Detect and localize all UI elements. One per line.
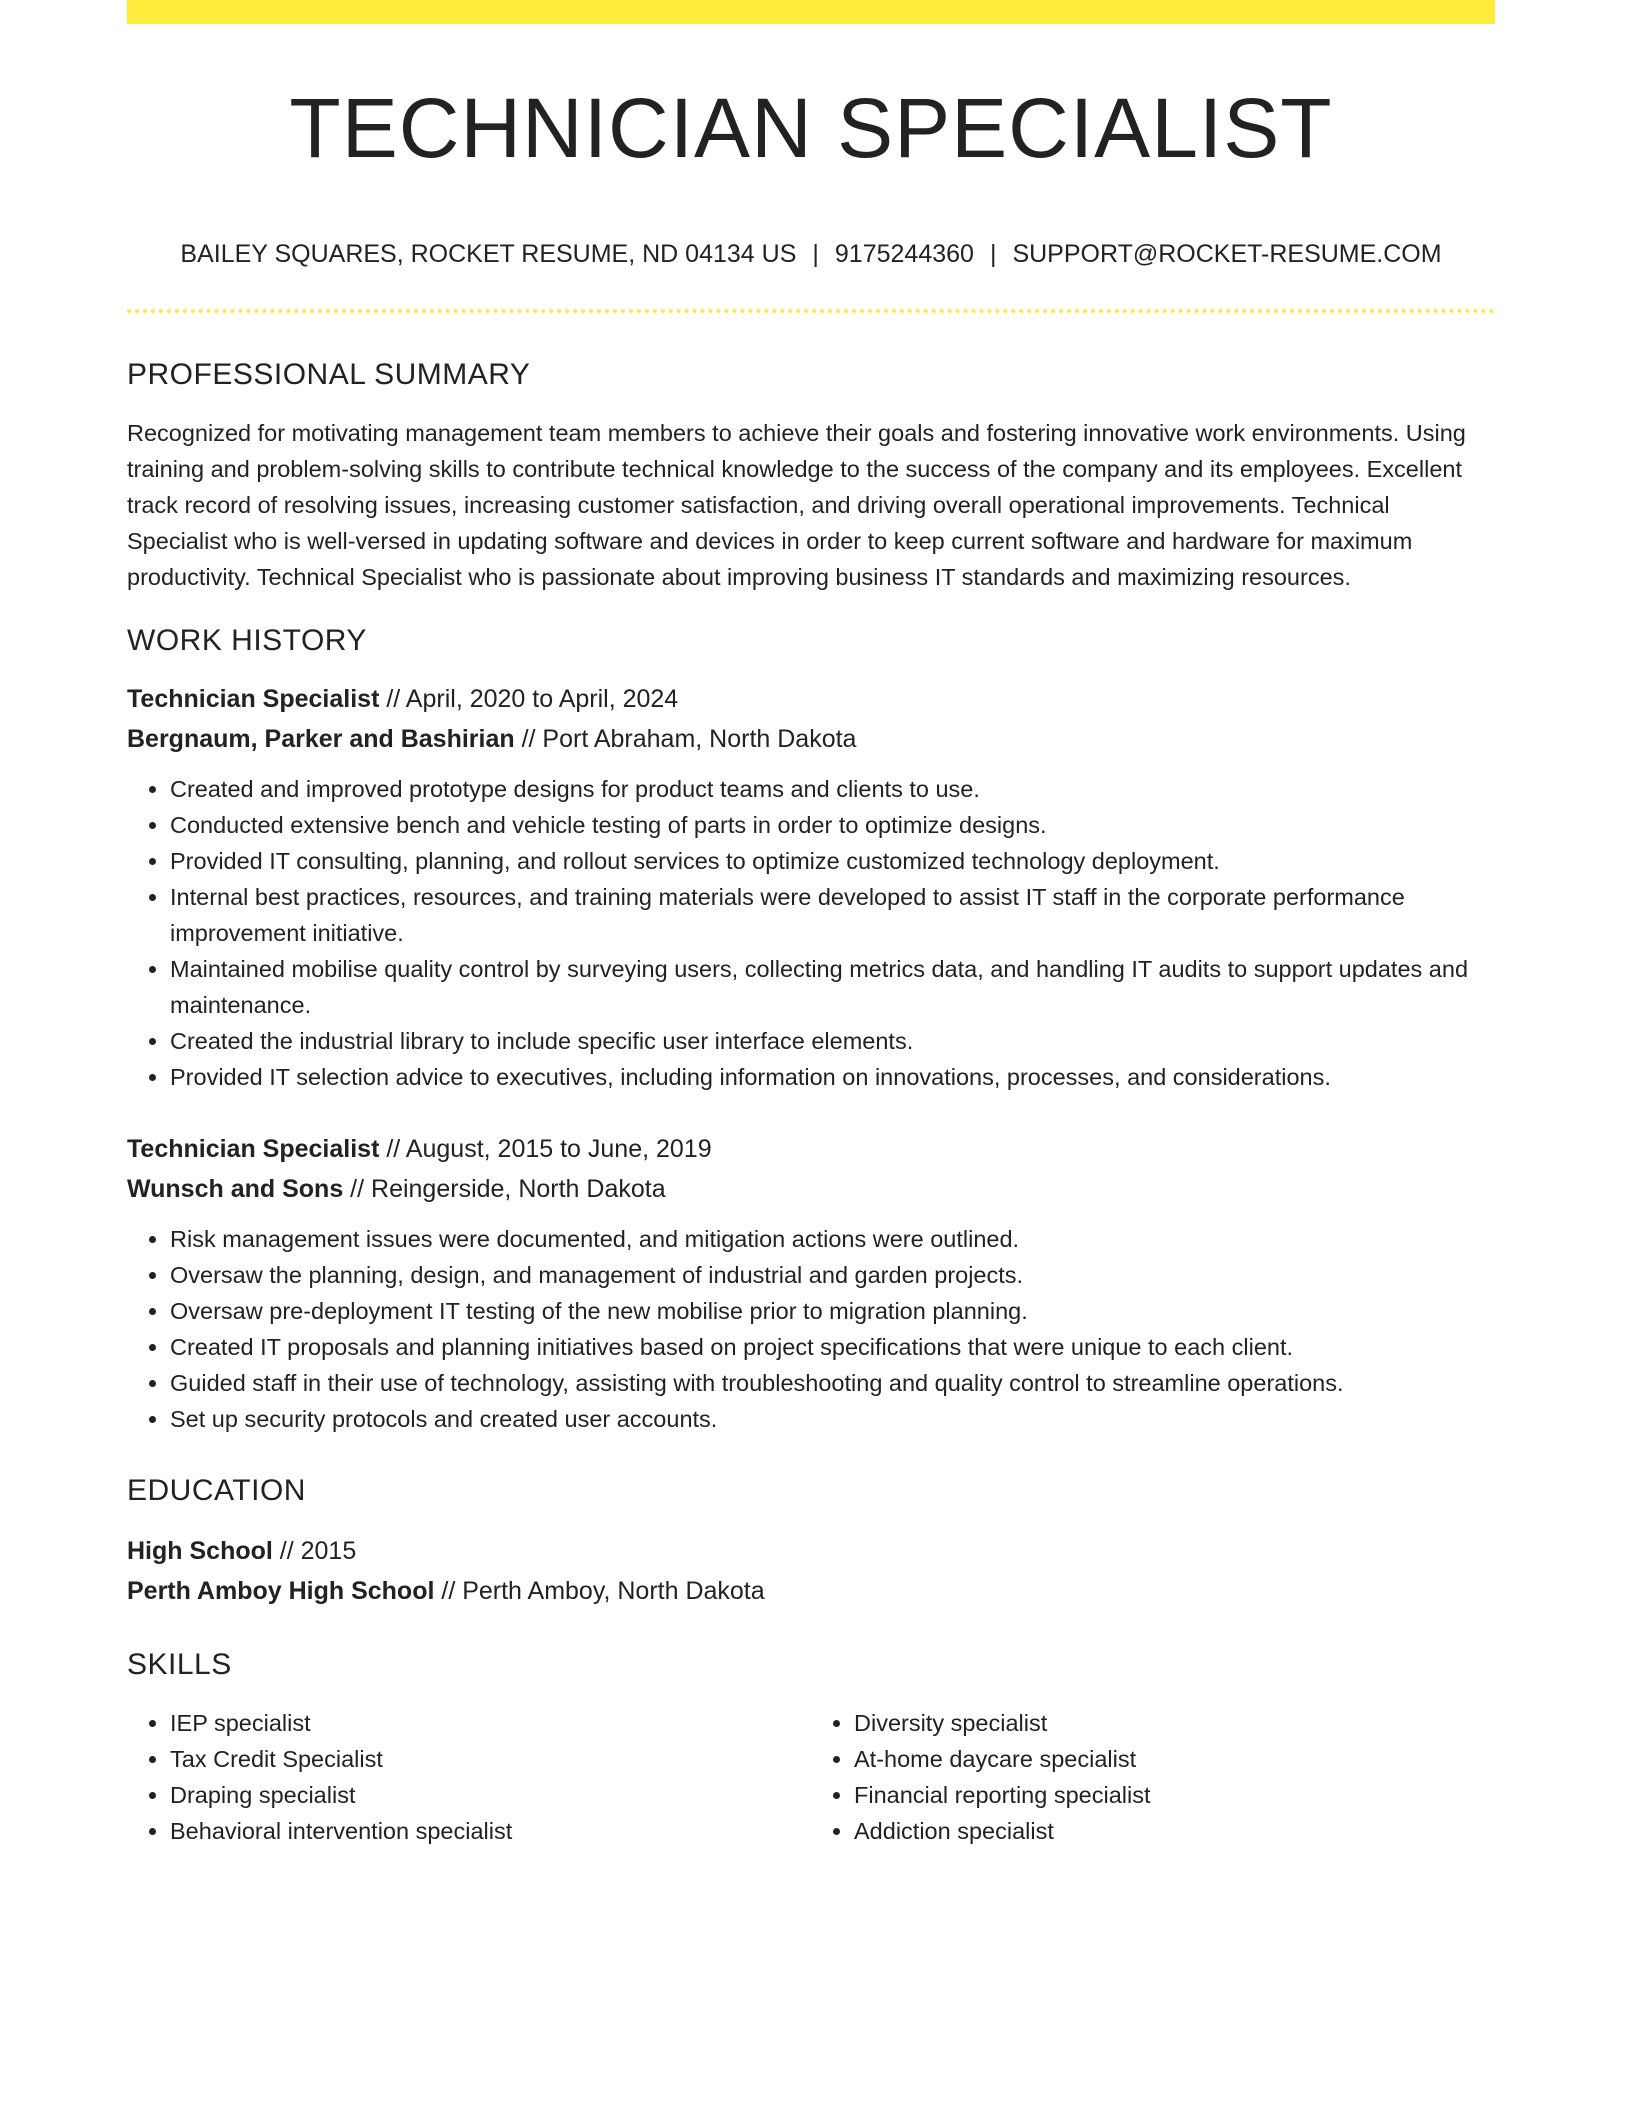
job-company-line bbox=[127, 1169, 1495, 1209]
summary-heading: PROFESSIONAL SUMMARY bbox=[127, 358, 531, 391]
job-location: // Reingerside, North Dakota bbox=[343, 1175, 666, 1203]
job-bullets bbox=[127, 771, 1495, 1095]
job-dates: // April, 2020 to April, 2024 bbox=[379, 685, 679, 713]
education-school-line bbox=[127, 1571, 1495, 1611]
education-degree-line bbox=[127, 1531, 1495, 1571]
job-bullet: • Oversaw pre-deployment IT testing of the new mobilise prior to migration planning. bbox=[170, 1293, 1495, 1329]
skills-columns bbox=[127, 1705, 1495, 1849]
education-degree: High School bbox=[127, 1537, 273, 1565]
header-divider bbox=[127, 309, 1495, 313]
contact-email: SUPPORT@ROCKET-RESUME.COM bbox=[1012, 240, 1442, 268]
top-accent-bar bbox=[127, 0, 1495, 24]
job-bullet: • Conducted extensive bench and vehicle testing of parts in order to optimize designs. bbox=[170, 807, 1495, 843]
job-company: Bergnaum, Parker and Bashirian bbox=[127, 725, 515, 753]
skill-item: • Draping specialist bbox=[170, 1777, 811, 1813]
contact-address: BAILEY SQUARES, ROCKET RESUME, ND 04134 US bbox=[180, 240, 797, 268]
job-bullet: • Oversaw the planning, design, and management of industrial and garden projects. bbox=[170, 1257, 1495, 1293]
job-entry bbox=[127, 679, 1495, 1095]
contact-separator: | bbox=[812, 240, 819, 268]
education-year: // 2015 bbox=[272, 1537, 357, 1565]
summary-text: Recognized for motivating management team members to achieve their goals and fostering innovative work environments. Using training and problem-solving skills to contribute technical knowledge to the success of the company and its employees. Excellent track record of resolving issues, increasing customer satisfaction, and driving overall operational improvements. Technical Specialist who is well-versed in updating software and devices in order to keep current software and hardware for maximum productivity. Technical Specialist who is passionate about improving business IT standards and maximizing resources. bbox=[127, 420, 1466, 590]
job-bullet: • Created the industrial library to include specific user interface elements. bbox=[170, 1023, 1495, 1059]
job-location: // Port Abraham, North Dakota bbox=[514, 725, 857, 753]
skill-item: • IEP specialist bbox=[170, 1705, 811, 1741]
education-school: Perth Amboy High School bbox=[127, 1577, 435, 1605]
education-entry bbox=[127, 1531, 1495, 1611]
resume-name: TECHNICIAN SPECIALIST bbox=[289, 81, 1333, 175]
education-heading: EDUCATION bbox=[127, 1474, 306, 1507]
job-company: Wunsch and Sons bbox=[127, 1175, 344, 1203]
job-title-line bbox=[127, 679, 1495, 719]
job-bullet: • Maintained mobilise quality control by surveying users, collecting metrics data, and handling IT audits to support updates and maintenance. bbox=[170, 951, 1495, 1023]
job-entry bbox=[127, 1129, 1495, 1437]
job-bullet: • Provided IT selection advice to executives, including information on innovations, processes, and considerations. bbox=[170, 1059, 1495, 1095]
job-bullet: • Created IT proposals and planning initiatives based on project specifications that were unique to each client. bbox=[170, 1329, 1495, 1365]
job-position: Technician Specialist bbox=[127, 1135, 380, 1163]
skills-list-left bbox=[127, 1705, 811, 1849]
skill-item: • Addiction specialist bbox=[854, 1813, 1495, 1849]
resume-page bbox=[127, 0, 1495, 1849]
job-bullet: • Created and improved prototype designs for product teams and clients to use. bbox=[170, 771, 1495, 807]
job-company-line bbox=[127, 719, 1495, 759]
skills-heading: SKILLS bbox=[127, 1648, 232, 1681]
job-bullets bbox=[127, 1221, 1495, 1437]
job-bullet: • Risk management issues were documented, and mitigation actions were outlined. bbox=[170, 1221, 1495, 1257]
job-bullet: • Set up security protocols and created user accounts. bbox=[170, 1401, 1495, 1437]
skill-item: • Tax Credit Specialist bbox=[170, 1741, 811, 1777]
job-title-line bbox=[127, 1129, 1495, 1169]
contact-line bbox=[127, 238, 1495, 270]
job-dates: // August, 2015 to June, 2019 bbox=[379, 1135, 712, 1163]
job-bullet: • Provided IT consulting, planning, and rollout services to optimize customized technology deployment. bbox=[170, 843, 1495, 879]
skills-list-right bbox=[811, 1705, 1495, 1849]
contact-separator: | bbox=[989, 240, 997, 268]
contact-phone: 9175244360 bbox=[834, 240, 974, 268]
skill-item: • At-home daycare specialist bbox=[854, 1741, 1495, 1777]
skill-item: • Behavioral intervention specialist bbox=[170, 1813, 811, 1849]
job-position: Technician Specialist bbox=[127, 685, 380, 713]
education-location: // Perth Amboy, North Dakota bbox=[434, 1577, 765, 1605]
skill-item: • Diversity specialist bbox=[854, 1705, 1495, 1741]
work-history-heading: WORK HISTORY bbox=[127, 624, 367, 657]
job-bullet: • Guided staff in their use of technology, assisting with troubleshooting and quality control to streamline operations. bbox=[170, 1365, 1495, 1401]
job-bullet: • Internal best practices, resources, and training materials were developed to assist IT staff in the corporate performance improvement initiative. bbox=[170, 879, 1495, 951]
skill-item: • Financial reporting specialist bbox=[854, 1777, 1495, 1813]
